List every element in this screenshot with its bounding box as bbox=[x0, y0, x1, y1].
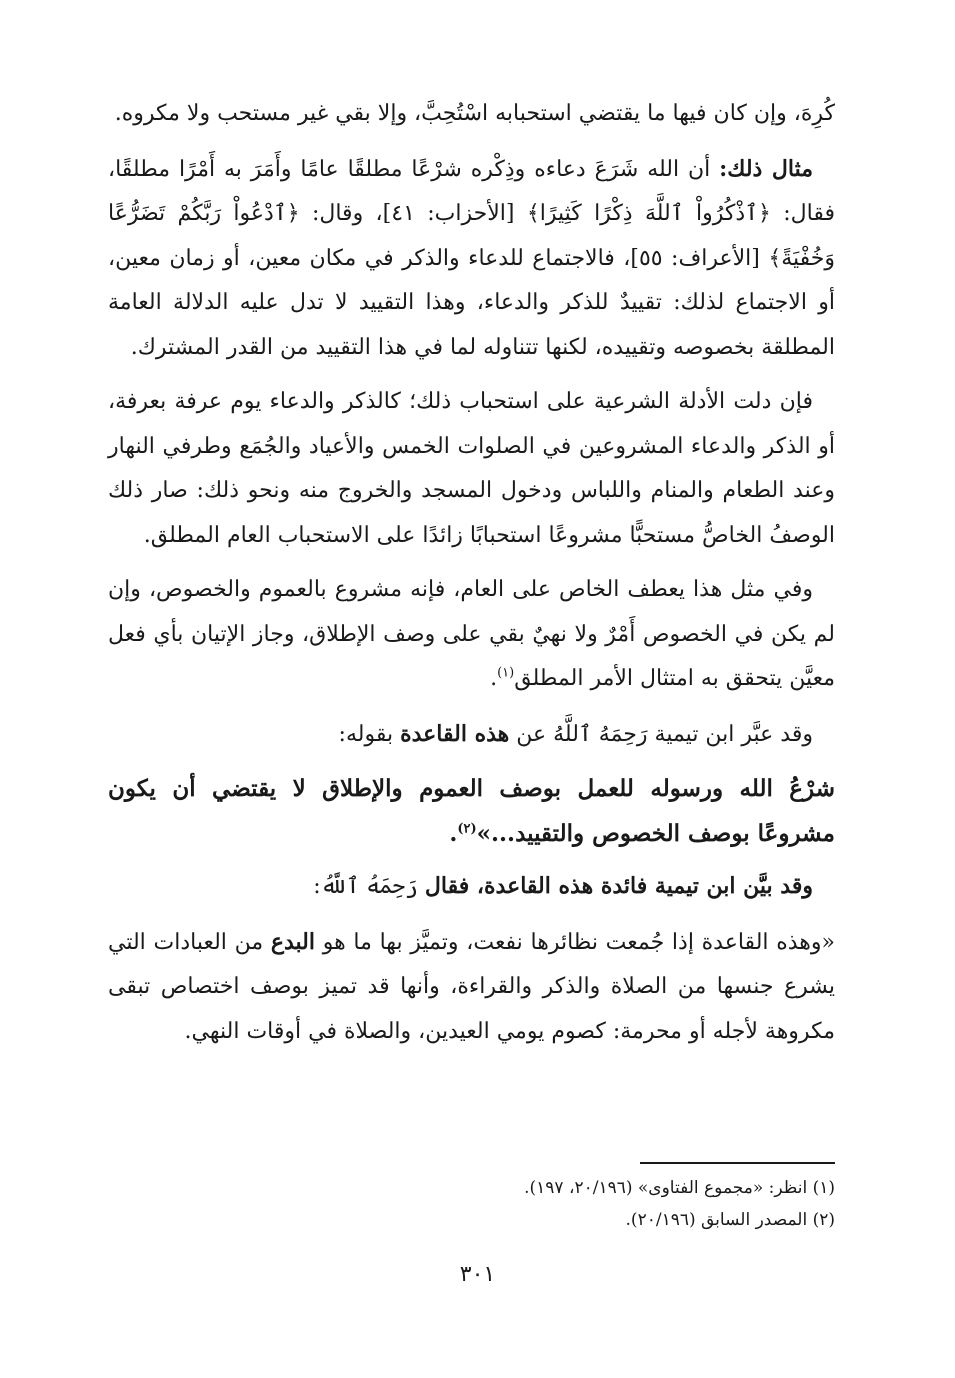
page-number: ٣٠١ bbox=[459, 1262, 496, 1287]
footnote-ref-2: (٢) bbox=[457, 820, 477, 836]
text-segment: رَحِمَهُ ٱللَّهُ: bbox=[313, 874, 425, 899]
rule-quote-text: شرْعُ الله ورسوله للعمل بوصف العموم والإطلاق لا يقتضي أن يكون مشروعًا بوصف الخصوص والتقييد...» bbox=[108, 775, 835, 847]
footnote-ref-1: (١) bbox=[497, 665, 515, 681]
text-segment: . bbox=[490, 666, 498, 691]
benefit-intro bbox=[108, 864, 835, 910]
text-segment: وقد عبَّر ابن تيمية رَحِمَهُ ٱللَّهُ عن bbox=[509, 721, 813, 747]
text-segment: . bbox=[449, 819, 458, 847]
text-segment: فإن دلت الأدلة الشرعية على استحباب ذلك؛ كالذكر والدعاء يوم عرفة بعرفة، أو الذكر والدعاء المشروعين في الصلوات الخمس والأعياد والجُمَع وطرفي النهار وعند الطعام والمنام واللباس ودخول المسجد والخروج منه ونحو ذلك: صار ذلك الوصفُ الخاصُّ مستحبًّا مشروعًا استحبابًا زائدًا على الاستحباب العام المطلق. bbox=[108, 389, 835, 548]
text-segment: أن الله شَرَعَ دعاءه وذِكْره شرْعًا مطلقًا عامًا وأَمَرَ به أَمْرًا مطلقًا، فقال: ﴿ٱذْكُرُواْ ٱللَّهَ ذِكْرًا كَثِيرًا﴾ [الأحزاب: ٤١]، وقال: ﴿ٱدْعُواْ رَبَّكُمْ تَضَرُّعًا وَخُفْيَةً﴾ [الأعراف: ٥٥]، فالاجتماع للدعاء والذكر في مكان معين، أو زمان معين، أو الاجتماع لذلك: تقييدٌ للذكر والدعاء، وهذا التقييد لا تدل عليه الدلالة العامة المطلقة بخصوصه وتقييده، لكنها تتناوله لما في هذا التقييد من القدر المشترك. bbox=[108, 156, 835, 360]
text-segment: كُرِهَ، وإن كان فيها ما يقتضي استحبابه اسْتُحِبَّ، وإلا بقي غير مستحب ولا مكروه. bbox=[114, 101, 835, 126]
paragraph-1 bbox=[108, 92, 835, 137]
text-segment: وفي مثل هذا يعطف الخاص على العام، فإنه مشروع بالعموم والخصوص، وإن لم يكن في الخصوص أَمْرٌ ولا نهيٌ بقي على وصف الإطلاق، وجاز الإتيان بأي فعل معيَّن يتحقق به امتثال الأمر المطلق bbox=[108, 577, 835, 691]
paragraph-3 bbox=[108, 380, 835, 558]
bid-word: البدع bbox=[270, 928, 315, 955]
footnote-divider bbox=[640, 1162, 835, 1164]
main-text bbox=[108, 92, 835, 1064]
footnote-1: (١) انظر: «مجموع الفتاوى» (٢٠/١٩٦، ١٩٧). bbox=[524, 1178, 835, 1198]
text-segment: «وهذه القاعدة إذا جُمعت نظائرها نفعت، وتميَّز بها ما هو bbox=[315, 929, 835, 955]
paragraph-5 bbox=[108, 712, 835, 758]
footnote-2: (٢) المصدر السابق (٢٠/١٩٦). bbox=[625, 1210, 835, 1230]
benefit-intro-text: وقد بيَّن ابن تيمية فائدة هذه القاعدة، فقال bbox=[424, 873, 813, 899]
text-segment: بقوله: bbox=[338, 721, 401, 747]
rule-quote bbox=[108, 767, 835, 856]
paragraph-4 bbox=[108, 568, 835, 702]
paragraph-2 bbox=[108, 147, 835, 371]
example-heading: مثال ذلك: bbox=[719, 155, 813, 182]
footnotes bbox=[108, 1172, 835, 1236]
text-segment: من العبادات التي يشرع جنسها من الصلاة والذكر والقراءة، وأنها قد تميز بوصف اختصاص تبقى مكروهة لأجله أو محرمة: كصوم يومي العيدين، والصلاة في أوقات النهي. bbox=[108, 929, 835, 1044]
rule-name: هذه القاعدة bbox=[400, 720, 510, 747]
paragraph-final bbox=[108, 920, 835, 1055]
